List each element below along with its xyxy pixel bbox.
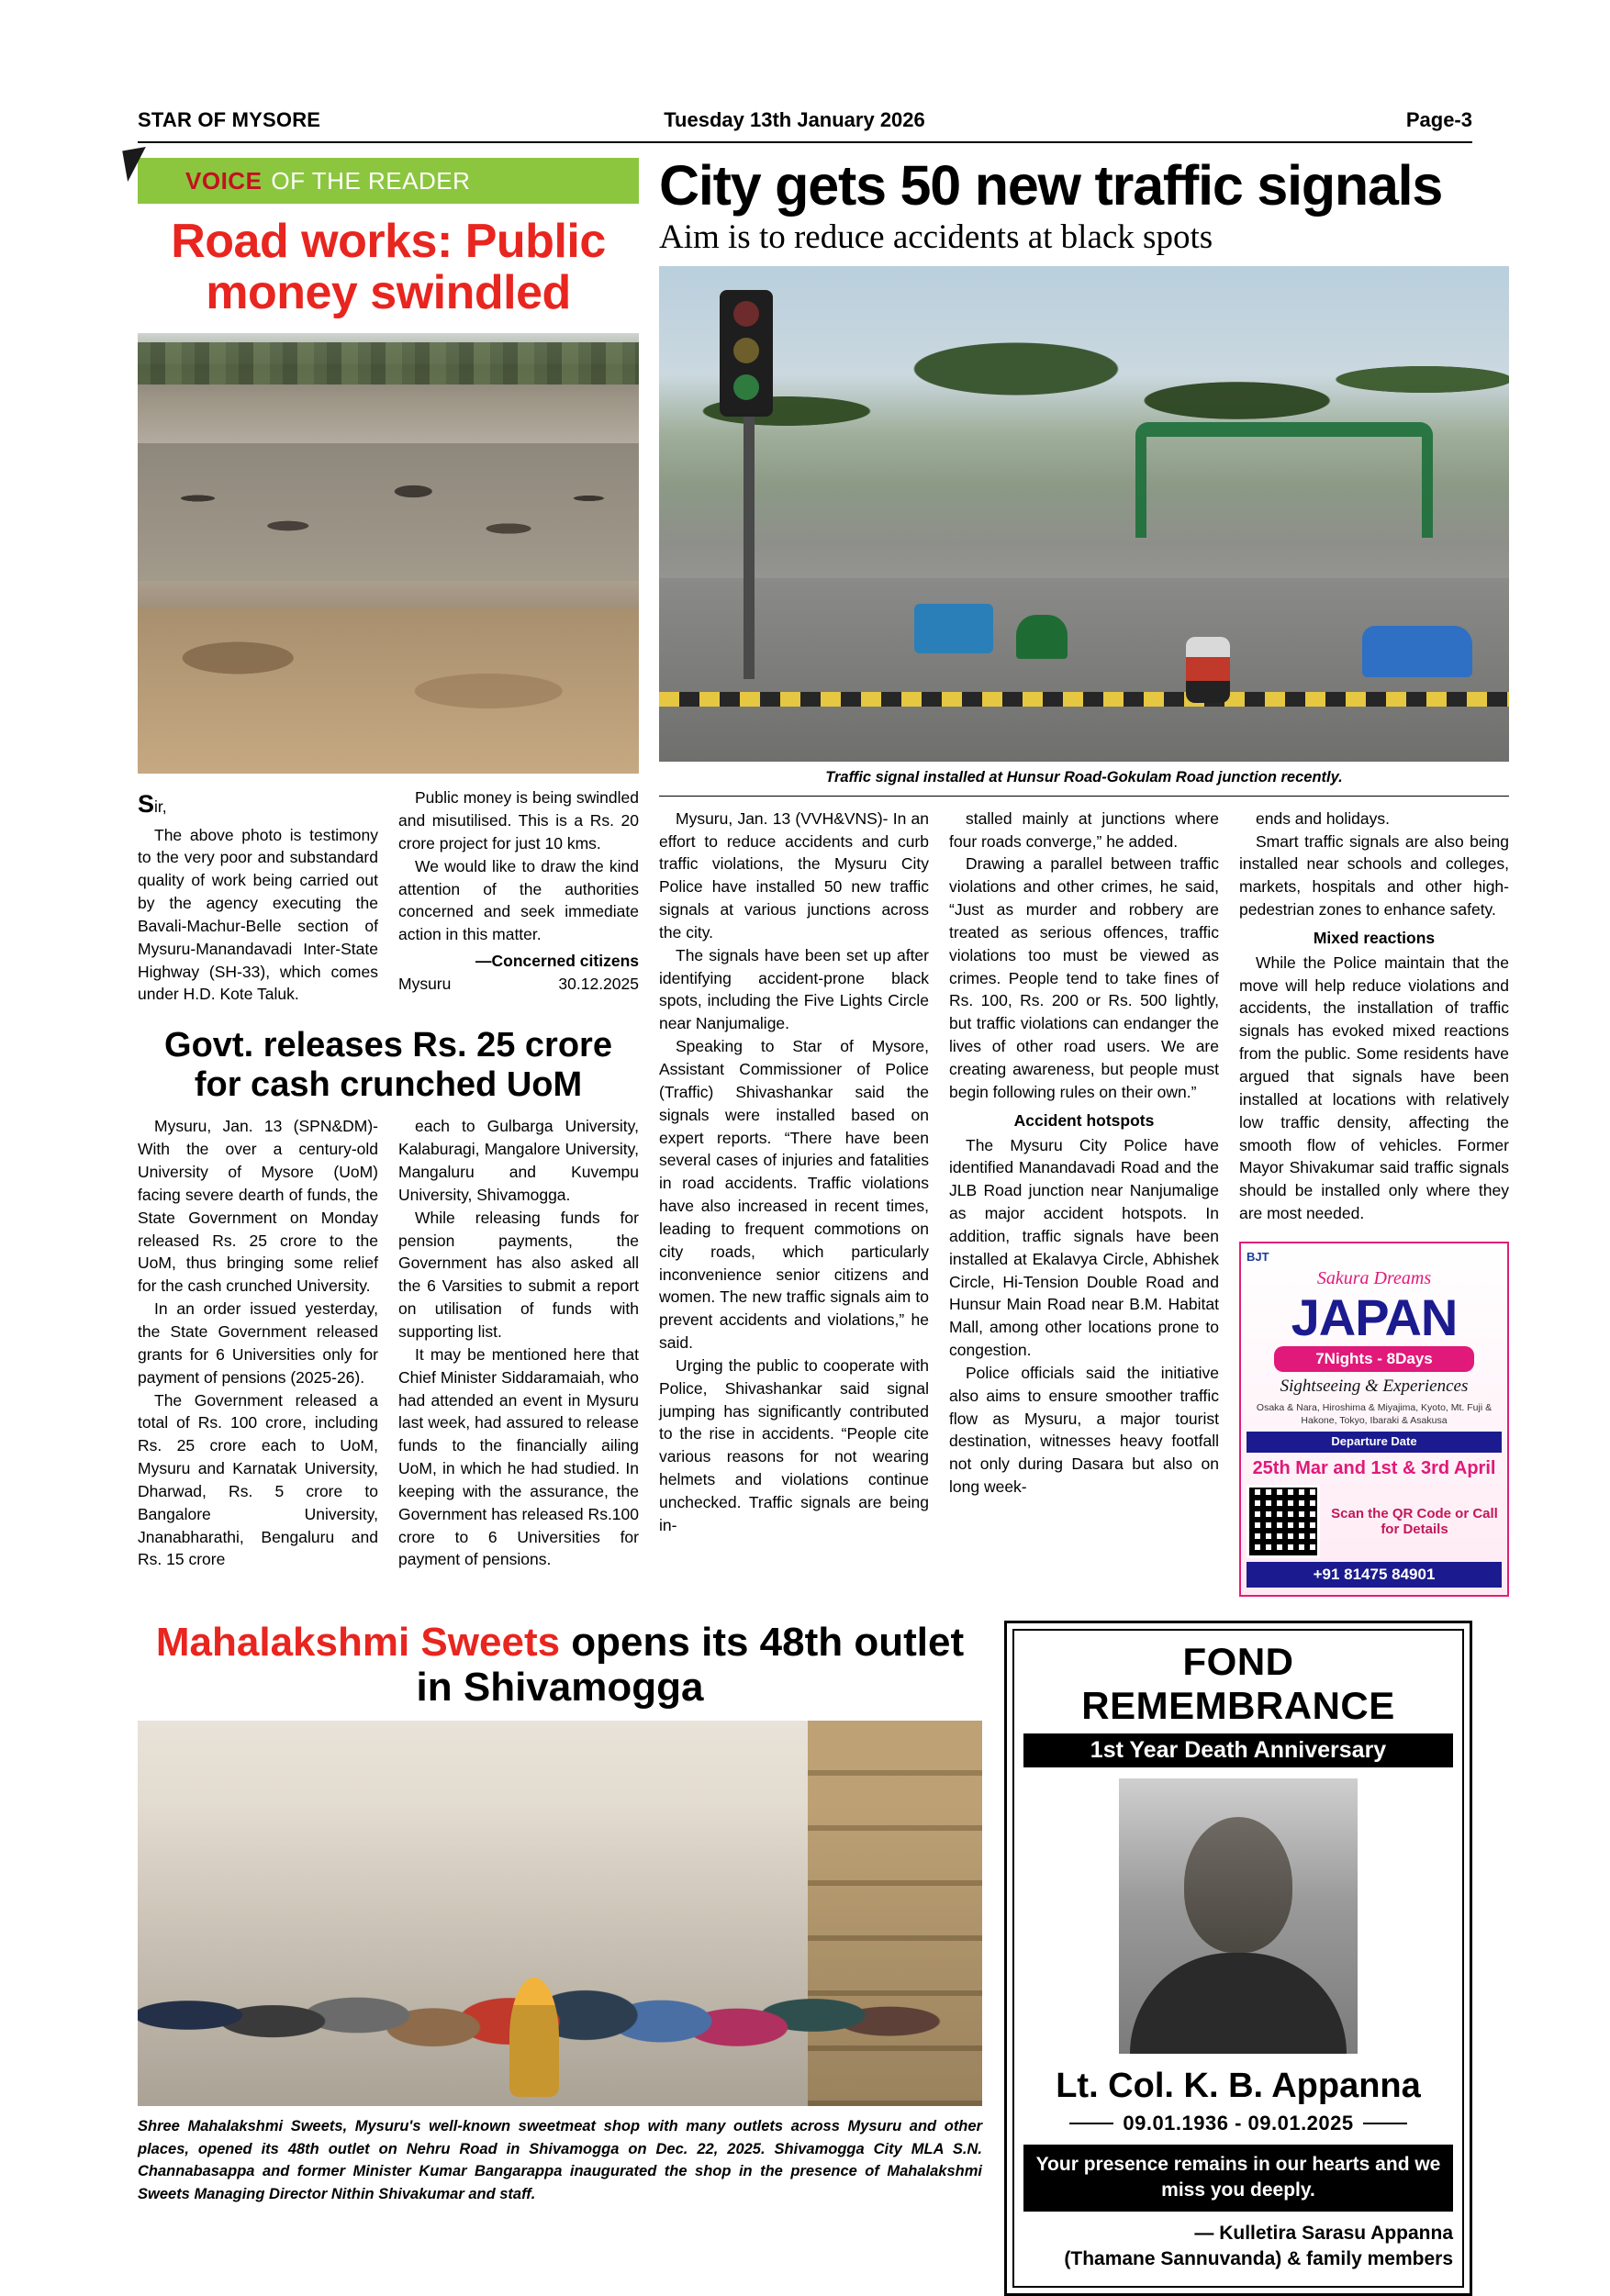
ad-phone-number[interactable]: +91 81475 84901 (1247, 1562, 1502, 1588)
photo-group-of-people (138, 1803, 982, 2106)
page-number: Page-3 (1405, 108, 1472, 131)
govt-paragraph: each to Gulbarga University, Kalaburagi, Mangalore University, Mangaluru and Kuvempu University, Shivamogga. (398, 1117, 639, 1204)
ad-qr-row[interactable] (1247, 1485, 1502, 1558)
right-column (659, 154, 1509, 1597)
paper-name: STAR OF MYSORE (138, 108, 321, 131)
mahalakshmi-headline-brand: Mahalakshmi Sweets (155, 1620, 561, 1666)
govt-paragraph: It may be mentioned here that Chief Minister Siddaramaiah, who had attended an event in Mysuru last week, had assured to release funds to the financially ailing UoM, in which he had studied. In keeping with the assurance, the Government has released Rs.100 crore to 6 Universities for payment of pensions. (398, 1344, 639, 1569)
ad-departure-dates: 25th Mar and 1st & 3rd April (1252, 1457, 1496, 1478)
letter-signature: —Concerned citizens (475, 952, 639, 971)
ad-scan-text: Scan the QR Code or Call for Details (1331, 1505, 1498, 1537)
photo-treeline (138, 342, 639, 385)
banner-accent-text: VOICE (185, 166, 263, 195)
shop-inauguration-photo (138, 1721, 982, 2106)
fond-from (1023, 2221, 1453, 2273)
traffic-column-3 (1239, 808, 1509, 1597)
signal-red-lamp (733, 301, 759, 327)
masthead (138, 108, 1472, 143)
traffic-paragraph: The signals have been set up after identifying accident-prone black spots, including the Five Lights Circle near Nanjumalige. (659, 945, 929, 1033)
signal-green-lamp (733, 374, 759, 400)
photo-bus (914, 604, 993, 653)
letter-date: 30.12.2025 (558, 975, 639, 993)
govt-columns (138, 1115, 639, 1571)
bottom-region (138, 1621, 1472, 2295)
photo-traffic-signal-head (720, 290, 773, 417)
mixed-reactions-subhead: Mixed reactions (1313, 928, 1436, 947)
photo-kerb-stripes (659, 692, 1509, 707)
shop-photo-caption: Shree Mahalakshmi Sweets, Mysuru's well-known sweetmeat shop with many outlets across Mysuru and other places, opened its 48th outlet on Nehru Road in Shivamogga on Dec. 22, 2025. Shivamogga City MLA S.N. Channabasappa and former Minister Kumar Bangarappa inaugurated the shop in the presence of Mahalakshmi Sweets Managing Director Nithin Shivakumar and staff. (138, 2117, 982, 2203)
traffic-paragraph: The Mysuru City Police have identified Manandavadi Road and the JLB Road junction near Nanjumalige as major accident hotspots. In addition, traffic signals have been installed at Ekalavya Circle, Abhishek Circle, Hi-Tension Double Road and Hunsur Main Road near B.M. Habitat Mall, among other locations prone to congestion. (949, 1135, 1219, 1360)
traffic-subheadline: Aim is to reduce accidents at black spots (659, 218, 1213, 256)
salutation-rest: ir, (154, 797, 167, 817)
accident-hotspots-subhead: Accident hotspots (1013, 1110, 1155, 1130)
road-works-photo (138, 333, 639, 774)
portrait-shoulders (1130, 1953, 1347, 2054)
traffic-paragraph: While the Police maintain that the move will help reduce violations and accidents, the installation of traffic signals has evoked mixed reactions from the public. Some residents have argued that signals have been installed at locations with relatively low traffic density, affecting the smooth flow of vehicles. Former Mayor Shivakumar said traffic signals should be installed only where they are most needed. (1239, 953, 1509, 1223)
letter-paragraph: The above photo is testimony to the very poor and substandard quality of work being carried out by the agency executing the Bavali-Machur-Belle section of Mysuru-Manandavadi Inter-State Highway (SH-33), which comes under H.D. Kote Taluk. (138, 825, 378, 1004)
traffic-signal-photo (659, 266, 1509, 762)
photo-roadside-mud (138, 608, 639, 774)
voice-of-the-reader-banner (138, 158, 639, 204)
traffic-paragraph: Smart traffic signals are also being installed near schools and colleges, markets, hospitals and other high-pedestrian zones to enhance safety. (1239, 831, 1509, 920)
govt-column-2 (398, 1115, 639, 1571)
traffic-paragraph: Drawing a parallel between traffic violations and other crimes, he said, “Just as murder and robbery are treated as serious offences, traffic violations too must be viewed as crimes. People tend to take fines of Rs. 100, Rs. 200 or Rs. 500 lightly, but traffic violations can endanger the lives of other road users. We are creating awareness, but people must begin following rules on their own.” (949, 854, 1219, 1101)
ad-destination: JAPAN (1291, 1287, 1458, 1346)
left-column (138, 158, 639, 1597)
traffic-photo-caption: Traffic signal installed at Hunsur Road-Gokulam Road junction recently. (659, 762, 1509, 797)
traffic-paragraph: Speaking to Star of Mysore, Assistant Commissioner of Police (Traffic) Shivashankar said the signals were installed based on expert reports. “There have been several cases of injuries and fatalities in road accidents. Traffic violations have also increased in recent times, leading to frequent commotions on city roads, which particularly inconvenience senior citizens and women. The new traffic signals aim to prevent accidents and violations,” he said. (659, 1037, 929, 1353)
photo-motorcycle-rider (1186, 637, 1230, 703)
deceased-name: Lt. Col. K. B. Appanna (1056, 2067, 1421, 2106)
banner-rest-text: OF THE READER (271, 166, 471, 195)
traffic-paragraph: Urging the public to cooperate with Police, Shivashankar said signal jumping has significantly contributed to the rise in accidents. “People cite various reasons for not wearing helmets and violations continue unchecked. Traffic signals are being in- (659, 1355, 929, 1534)
japan-tour-advertisement[interactable] (1239, 1242, 1509, 1597)
traffic-paragraph: ends and holidays. (1256, 808, 1390, 828)
ad-brand-logo: BJT (1247, 1249, 1269, 1264)
fond-title: FOND REMEMBRANCE (1081, 1640, 1395, 1728)
fond-anniversary-banner: 1st Year Death Anniversary (1023, 1733, 1453, 1767)
govt-paragraph: In an order issued yesterday, the State Government released grants for 6 Universities only for payment of pensions (2025-26). (138, 1299, 378, 1387)
govt-column-1 (138, 1115, 378, 1571)
govt-paragraph: Mysuru, Jan. 13 (SPN&DM)- With the over a century-old University of Mysore (UoM) facing severe dearth of funds, the State Government on Monday released Rs. 25 crore to the UoM, thus bringing some relief for the cash crunched University. (138, 1117, 378, 1296)
fond-from-line2: (Thamane Sannuvanda) & family members (1064, 2248, 1453, 2270)
letter-paragraph: Public money is being swindled and misutilised. This is a Rs. 20 crore project for just 10 kms. (398, 788, 639, 853)
traffic-column-2 (949, 808, 1219, 1597)
traffic-column-1 (659, 808, 929, 1597)
fond-inner-frame (1012, 1629, 1464, 2287)
photo-auto-rickshaw (1016, 615, 1068, 659)
portrait-head (1184, 1817, 1292, 1953)
fond-message: Your presence remains in our hearts and we miss you deeply. (1023, 2145, 1453, 2212)
traffic-paragraph: stalled mainly at junctions where four roads converge,” he added. (949, 808, 1219, 851)
ad-duration: 7Nights - 8Days (1274, 1346, 1474, 1372)
deceased-dates: 09.01.1936 - 09.01.2025 (1023, 2112, 1453, 2135)
qr-code-icon[interactable] (1247, 1485, 1320, 1558)
ad-tagline: Sightseeing & Experiences (1280, 1376, 1469, 1396)
photo-archway (1135, 422, 1433, 538)
traffic-paragraph: Police officials said the initiative also aims to ensure smoother traffic flow as Mysuru, a major tourist destination, witnesses heavy footfall not only during Dasara but also on long week- (949, 1363, 1219, 1497)
govt-paragraph: The Government released a total of Rs. 100 crore, including Rs. 25 crore each to UoM, Mysuru and Karnatak University, Dharwad, Rs. 5 crore to Bangalore University, Jnanabharathi, Bengaluru and Rs. 15 crore (138, 1390, 378, 1569)
fond-from-line1: — Kulletira Sarasu Appanna (1194, 2222, 1453, 2244)
traffic-paragraph: Mysuru, Jan. 13 (VVH&VNS)- In an effort to reduce accidents and curb traffic violations, the Mysuru City Police have installed 50 new traffic signals at various junctions across the city. (659, 808, 929, 942)
deceased-portrait-photo (1119, 1778, 1358, 2054)
traffic-story-columns (659, 808, 1509, 1597)
letter-body (138, 786, 639, 1006)
issue-date: Tuesday 13th January 2026 (664, 108, 925, 131)
photo-car (1362, 626, 1472, 677)
ad-cities-list: Osaka & Nara, Hiroshima & Miyajima, Kyoto, Mt. Fuji & Hakone, Tokyo, Ibaraki & Asakusa (1256, 1401, 1493, 1426)
govt-headline: Govt. releases Rs. 25 crore for cash crunched UoM (164, 1026, 612, 1104)
govt-paragraph: While releasing funds for pension payments, the Government has also asked all the 6 Varsities to submit a report on utilisation of funds with supporting list. (398, 1208, 639, 1342)
signal-amber-lamp (733, 338, 759, 363)
letter-column-1 (138, 786, 378, 1006)
ad-package-name: Sakura Dreams (1316, 1268, 1432, 1289)
voice-headline: Road works: Public money swindled (171, 215, 606, 319)
traffic-headline: City gets 50 new traffic signals (659, 154, 1443, 217)
ad-departure-label: Departure Date (1247, 1432, 1502, 1452)
photo-road-rubble (138, 443, 639, 581)
mahalakshmi-headline-rest: opens its 48th outlet in Shivamogga (416, 1620, 965, 1710)
top-region (138, 154, 1509, 1597)
letter-column-2 (398, 786, 639, 1006)
letter-paragraph: We would like to draw the kind attention of the authorities concerned and seek immediate action in this matter. (398, 856, 639, 944)
salutation-capital: S (138, 790, 155, 819)
mahalakshmi-story (138, 1621, 982, 2295)
letter-place: Mysuru (398, 975, 452, 993)
fond-remembrance-advertisement (1004, 1621, 1472, 2295)
photo-ceremonial-lamp (509, 1978, 559, 2097)
mahalakshmi-headline (138, 1621, 982, 1710)
